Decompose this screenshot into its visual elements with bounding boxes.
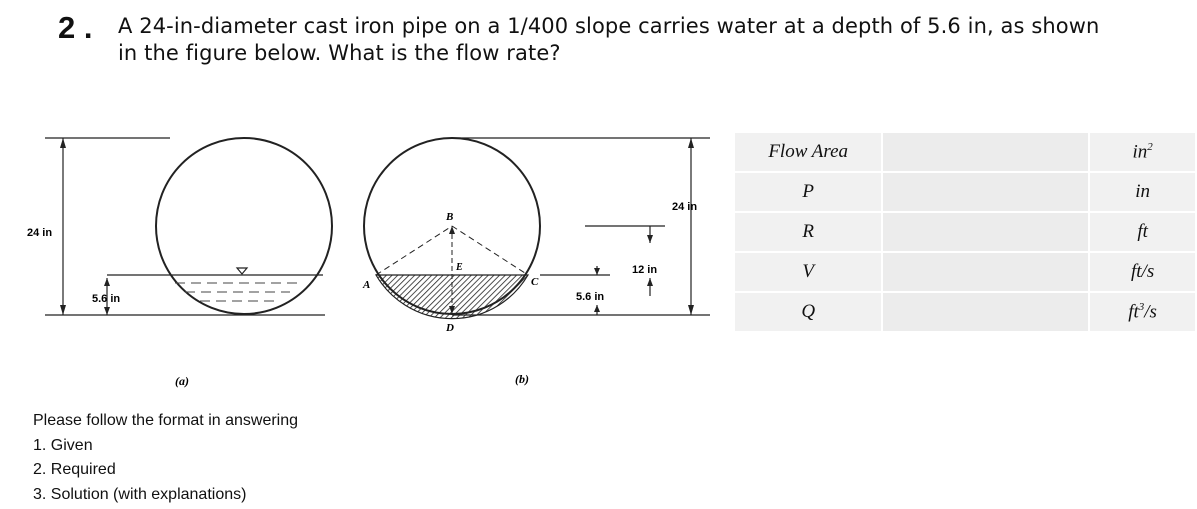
table-row — [735, 293, 1195, 331]
point-a-label: A — [363, 279, 371, 291]
instructions — [33, 409, 298, 507]
instructions-step-given: 1. Given — [33, 436, 93, 454]
question-line-1: A 24-in-diameter cast iron pipe on a 1/400 slope carries water at a depth of 5.6 in, as shown — [118, 14, 1100, 38]
pipe-figure — [0, 118, 730, 398]
a-depth-label: 5.6 in — [92, 293, 121, 305]
point-b-label: B — [446, 211, 454, 223]
row-unit: ft/s — [1090, 253, 1195, 291]
row-unit: $in^2$ — [1090, 133, 1195, 171]
figure-b — [362, 138, 710, 386]
a-diameter-label: 24 in — [27, 227, 53, 239]
table-row — [735, 213, 1195, 251]
instructions-step-required: 2. Required — [33, 461, 116, 478]
table-row — [735, 133, 1195, 171]
answer-cell-p[interactable] — [883, 173, 1088, 211]
row-unit: in — [1090, 173, 1195, 211]
table-row — [735, 173, 1195, 211]
answer-cell-r[interactable] — [883, 213, 1088, 251]
point-e-label: E — [456, 262, 463, 273]
row-label: Flow Area — [735, 133, 881, 171]
instructions-intro: Please follow the format in answering — [33, 412, 299, 429]
question-line-2: in the figure below. What is the flow rate? — [118, 41, 561, 65]
instructions-step-solution: 3. Solution (with explanations) — [33, 485, 247, 503]
answer-cell-v[interactable] — [883, 253, 1088, 291]
point-c-label: C — [531, 276, 539, 288]
row-unit: ft — [1090, 213, 1195, 251]
row-label: V — [735, 253, 881, 291]
row-label: P — [735, 173, 881, 211]
point-d-label: D — [446, 322, 454, 334]
row-label: R — [735, 213, 881, 251]
answer-cell-q[interactable] — [883, 293, 1088, 331]
answer-cell-flow-area[interactable] — [883, 133, 1088, 171]
water-surface-icon — [237, 268, 247, 274]
question-number: 2 . — [58, 10, 93, 45]
b-caption: (b) — [515, 372, 529, 386]
b-diameter-label: 24 in — [672, 201, 698, 213]
row-unit: $ft^3/s$ — [1090, 293, 1195, 331]
b-depth-label: 5.6 in — [576, 291, 605, 303]
answer-table — [733, 131, 1197, 333]
b-radius-label: 12 in — [632, 264, 658, 276]
row-label: Q — [735, 293, 881, 331]
a-caption: (a) — [175, 374, 189, 388]
table-row — [735, 253, 1195, 291]
pipe-a-circle — [156, 138, 332, 314]
figure-a — [27, 138, 332, 388]
